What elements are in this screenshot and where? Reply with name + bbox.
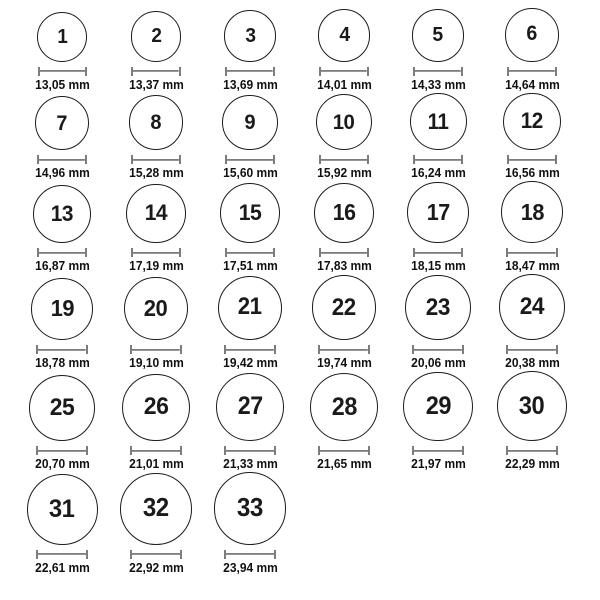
diameter-label: 14,33 mm xyxy=(410,77,466,92)
ring-size-cell xyxy=(485,371,579,472)
diameter-label: 18,78 mm xyxy=(34,356,90,371)
ring-size-cell xyxy=(485,93,579,182)
diameter-label: 22,92 mm xyxy=(128,560,184,575)
ring-size-number: 24 xyxy=(519,293,545,321)
ring-size-cell xyxy=(15,278,109,372)
chart-row xyxy=(15,181,600,274)
ring-size-cell xyxy=(203,95,297,182)
ring-size-number: 9 xyxy=(244,109,256,134)
ring-size-number: 23 xyxy=(425,293,451,321)
ring-size-number: 11 xyxy=(427,108,449,134)
diameter-dimension-line xyxy=(506,248,557,257)
diameter-dimension-line xyxy=(507,155,557,164)
ring-size-number: 16 xyxy=(332,199,356,226)
ring-circle xyxy=(120,473,192,545)
ring-size-number: 3 xyxy=(244,24,256,47)
ring-size-cell xyxy=(15,12,109,93)
diameter-dimension-line xyxy=(130,550,183,559)
ring-size-cell xyxy=(485,8,579,93)
diameter-label: 13,69 mm xyxy=(222,77,278,92)
diameter-label: 20,06 mm xyxy=(410,356,466,371)
diameter-dimension-line xyxy=(37,155,87,164)
ring-size-cell xyxy=(297,9,391,92)
diameter-dimension-line xyxy=(319,67,368,76)
ring-circle xyxy=(222,95,278,151)
diameter-label: 13,37 mm xyxy=(128,77,184,92)
diameter-label: 21,01 mm xyxy=(128,457,184,472)
ring-size-number: 12 xyxy=(520,108,544,134)
ring-size-cell xyxy=(297,373,391,473)
ring-size-number: 22 xyxy=(332,293,356,321)
ring-circle xyxy=(37,12,87,62)
diameter-label: 22,61 mm xyxy=(34,560,90,575)
diameter-label: 21,65 mm xyxy=(316,457,372,472)
ring-size-number: 21 xyxy=(238,294,262,321)
chart-row xyxy=(15,472,600,575)
ring-size-cell xyxy=(391,93,485,181)
diameter-dimension-line xyxy=(507,67,557,76)
ring-size-number: 31 xyxy=(49,494,75,523)
ring-circle xyxy=(35,96,89,150)
diameter-dimension-line xyxy=(224,345,275,354)
ring-size-cell xyxy=(391,9,485,93)
diameter-label: 17,19 mm xyxy=(128,259,184,274)
diameter-label: 19,42 mm xyxy=(222,356,278,371)
ring-circle xyxy=(316,94,372,150)
diameter-dimension-line xyxy=(36,550,89,559)
diameter-label: 13,05 mm xyxy=(34,77,90,92)
diameter-dimension-line xyxy=(413,248,464,257)
diameter-dimension-line xyxy=(130,446,182,455)
ring-size-cell xyxy=(203,10,297,92)
diameter-dimension-line xyxy=(131,67,180,76)
ring-size-cell xyxy=(391,182,485,274)
chart-row xyxy=(15,274,600,371)
diameter-label: 16,87 mm xyxy=(34,259,90,274)
diameter-label: 18,47 mm xyxy=(504,259,560,274)
ring-size-number: 27 xyxy=(237,393,263,421)
ring-size-cell xyxy=(15,474,109,576)
diameter-label: 16,24 mm xyxy=(410,166,466,181)
ring-size-cell xyxy=(297,94,391,181)
ring-size-number: 6 xyxy=(526,22,538,46)
ring-size-cell xyxy=(109,277,203,371)
ring-size-number: 13 xyxy=(50,200,74,226)
ring-circle xyxy=(216,373,284,441)
ring-circle xyxy=(124,277,187,340)
diameter-dimension-line xyxy=(224,446,276,455)
diameter-label: 18,15 mm xyxy=(410,259,466,274)
diameter-dimension-line xyxy=(318,446,370,455)
ring-size-number: 7 xyxy=(56,111,68,135)
ring-size-cell xyxy=(109,473,203,576)
ring-size-cell xyxy=(109,374,203,473)
ring-size-number: 2 xyxy=(150,25,162,48)
chart-row xyxy=(15,8,600,93)
diameter-label: 22,29 mm xyxy=(504,457,560,472)
ring-size-cell xyxy=(203,183,297,274)
diameter-dimension-line xyxy=(506,345,558,354)
chart-row xyxy=(15,371,600,472)
ring-size-number: 14 xyxy=(144,200,168,226)
ring-size-number: 1 xyxy=(57,25,67,48)
diameter-dimension-line xyxy=(224,550,277,559)
diameter-label: 20,38 mm xyxy=(504,356,560,371)
ring-circle xyxy=(499,274,565,340)
diameter-label: 23,94 mm xyxy=(222,560,278,575)
ring-circle xyxy=(410,93,467,150)
ring-circle xyxy=(407,182,468,243)
ring-circle xyxy=(214,472,286,544)
ring-circle xyxy=(314,183,375,244)
diameter-dimension-line xyxy=(319,155,369,164)
diameter-label: 15,28 mm xyxy=(128,166,184,181)
ring-size-number: 17 xyxy=(426,199,450,226)
diameter-label: 14,01 mm xyxy=(316,77,372,92)
diameter-label: 14,96 mm xyxy=(34,166,90,181)
diameter-dimension-line xyxy=(130,345,181,354)
ring-size-number: 18 xyxy=(520,198,544,225)
diameter-dimension-line xyxy=(319,248,370,257)
ring-size-cell xyxy=(203,472,297,575)
ring-circle xyxy=(126,184,185,243)
ring-circle xyxy=(497,371,567,441)
diameter-label: 15,60 mm xyxy=(222,166,278,181)
ring-circle xyxy=(312,275,377,340)
ring-size-cell xyxy=(485,181,579,274)
diameter-dimension-line xyxy=(318,345,370,354)
diameter-dimension-line xyxy=(412,446,464,455)
ring-size-number: 10 xyxy=(333,109,355,135)
diameter-dimension-line xyxy=(37,248,87,257)
ring-circle xyxy=(218,276,282,340)
ring-size-cell xyxy=(203,276,297,371)
ring-size-number: 33 xyxy=(236,493,263,522)
ring-circle xyxy=(33,185,91,243)
diameter-dimension-line xyxy=(36,345,87,354)
ring-circle xyxy=(220,183,280,243)
diameter-dimension-line xyxy=(413,67,462,76)
diameter-dimension-line xyxy=(36,446,88,455)
ring-circle xyxy=(131,11,182,62)
ring-size-cell xyxy=(391,275,485,371)
ring-circle xyxy=(412,9,465,62)
ring-circle xyxy=(403,372,473,442)
diameter-label: 19,10 mm xyxy=(128,356,184,371)
ring-size-number: 32 xyxy=(143,494,169,523)
ring-size-number: 5 xyxy=(432,22,444,46)
ring-circle xyxy=(224,10,275,61)
ring-circle xyxy=(501,181,563,243)
ring-size-cell xyxy=(203,373,297,472)
diameter-dimension-line xyxy=(506,446,558,455)
ring-size-number: 19 xyxy=(50,295,74,322)
diameter-dimension-line xyxy=(131,155,181,164)
ring-size-cell xyxy=(109,184,203,274)
ring-circle xyxy=(129,95,184,150)
ring-size-number: 25 xyxy=(49,393,75,421)
diameter-dimension-line xyxy=(412,345,464,354)
ring-size-number: 28 xyxy=(331,392,357,421)
ring-size-cell xyxy=(297,183,391,275)
diameter-label: 17,83 mm xyxy=(316,259,372,274)
ring-circle xyxy=(503,93,561,151)
ring-size-number: 30 xyxy=(519,391,545,420)
ring-size-number: 4 xyxy=(338,23,350,47)
ring-size-number: 26 xyxy=(143,393,169,421)
diameter-label: 15,92 mm xyxy=(316,166,372,181)
ring-size-cell xyxy=(15,185,109,274)
diameter-dimension-line xyxy=(225,67,274,76)
diameter-dimension-line xyxy=(225,248,276,257)
ring-size-number: 20 xyxy=(144,294,168,321)
ring-size-cell xyxy=(15,96,109,181)
diameter-label: 14,64 mm xyxy=(504,77,560,92)
ring-circle xyxy=(27,474,98,545)
ring-size-cell xyxy=(109,95,203,181)
ring-size-cell xyxy=(485,274,579,371)
diameter-label: 21,33 mm xyxy=(222,457,278,472)
ring-circle xyxy=(122,374,190,442)
ring-circle xyxy=(505,8,559,62)
ring-size-number: 8 xyxy=(150,110,162,135)
ring-size-cell xyxy=(297,275,391,371)
ring-size-number: 15 xyxy=(238,199,262,225)
ring-circle xyxy=(318,9,370,61)
diameter-label: 21,97 mm xyxy=(410,457,466,472)
ring-size-number: 29 xyxy=(425,392,451,421)
diameter-label: 19,74 mm xyxy=(316,356,372,371)
diameter-dimension-line xyxy=(38,67,87,76)
diameter-dimension-line xyxy=(413,155,463,164)
diameter-label: 16,56 mm xyxy=(504,166,560,181)
diameter-label: 20,70 mm xyxy=(34,457,90,472)
ring-circle xyxy=(310,373,379,442)
ring-circle xyxy=(405,275,470,340)
ring-size-cell xyxy=(15,375,109,473)
ring-circle xyxy=(29,375,96,442)
diameter-label: 17,51 mm xyxy=(222,259,278,274)
ring-circle xyxy=(31,278,94,341)
ring-size-cell xyxy=(109,11,203,93)
ring-size-cell xyxy=(391,372,485,473)
diameter-dimension-line xyxy=(225,155,275,164)
diameter-dimension-line xyxy=(131,248,182,257)
chart-row xyxy=(15,93,600,182)
